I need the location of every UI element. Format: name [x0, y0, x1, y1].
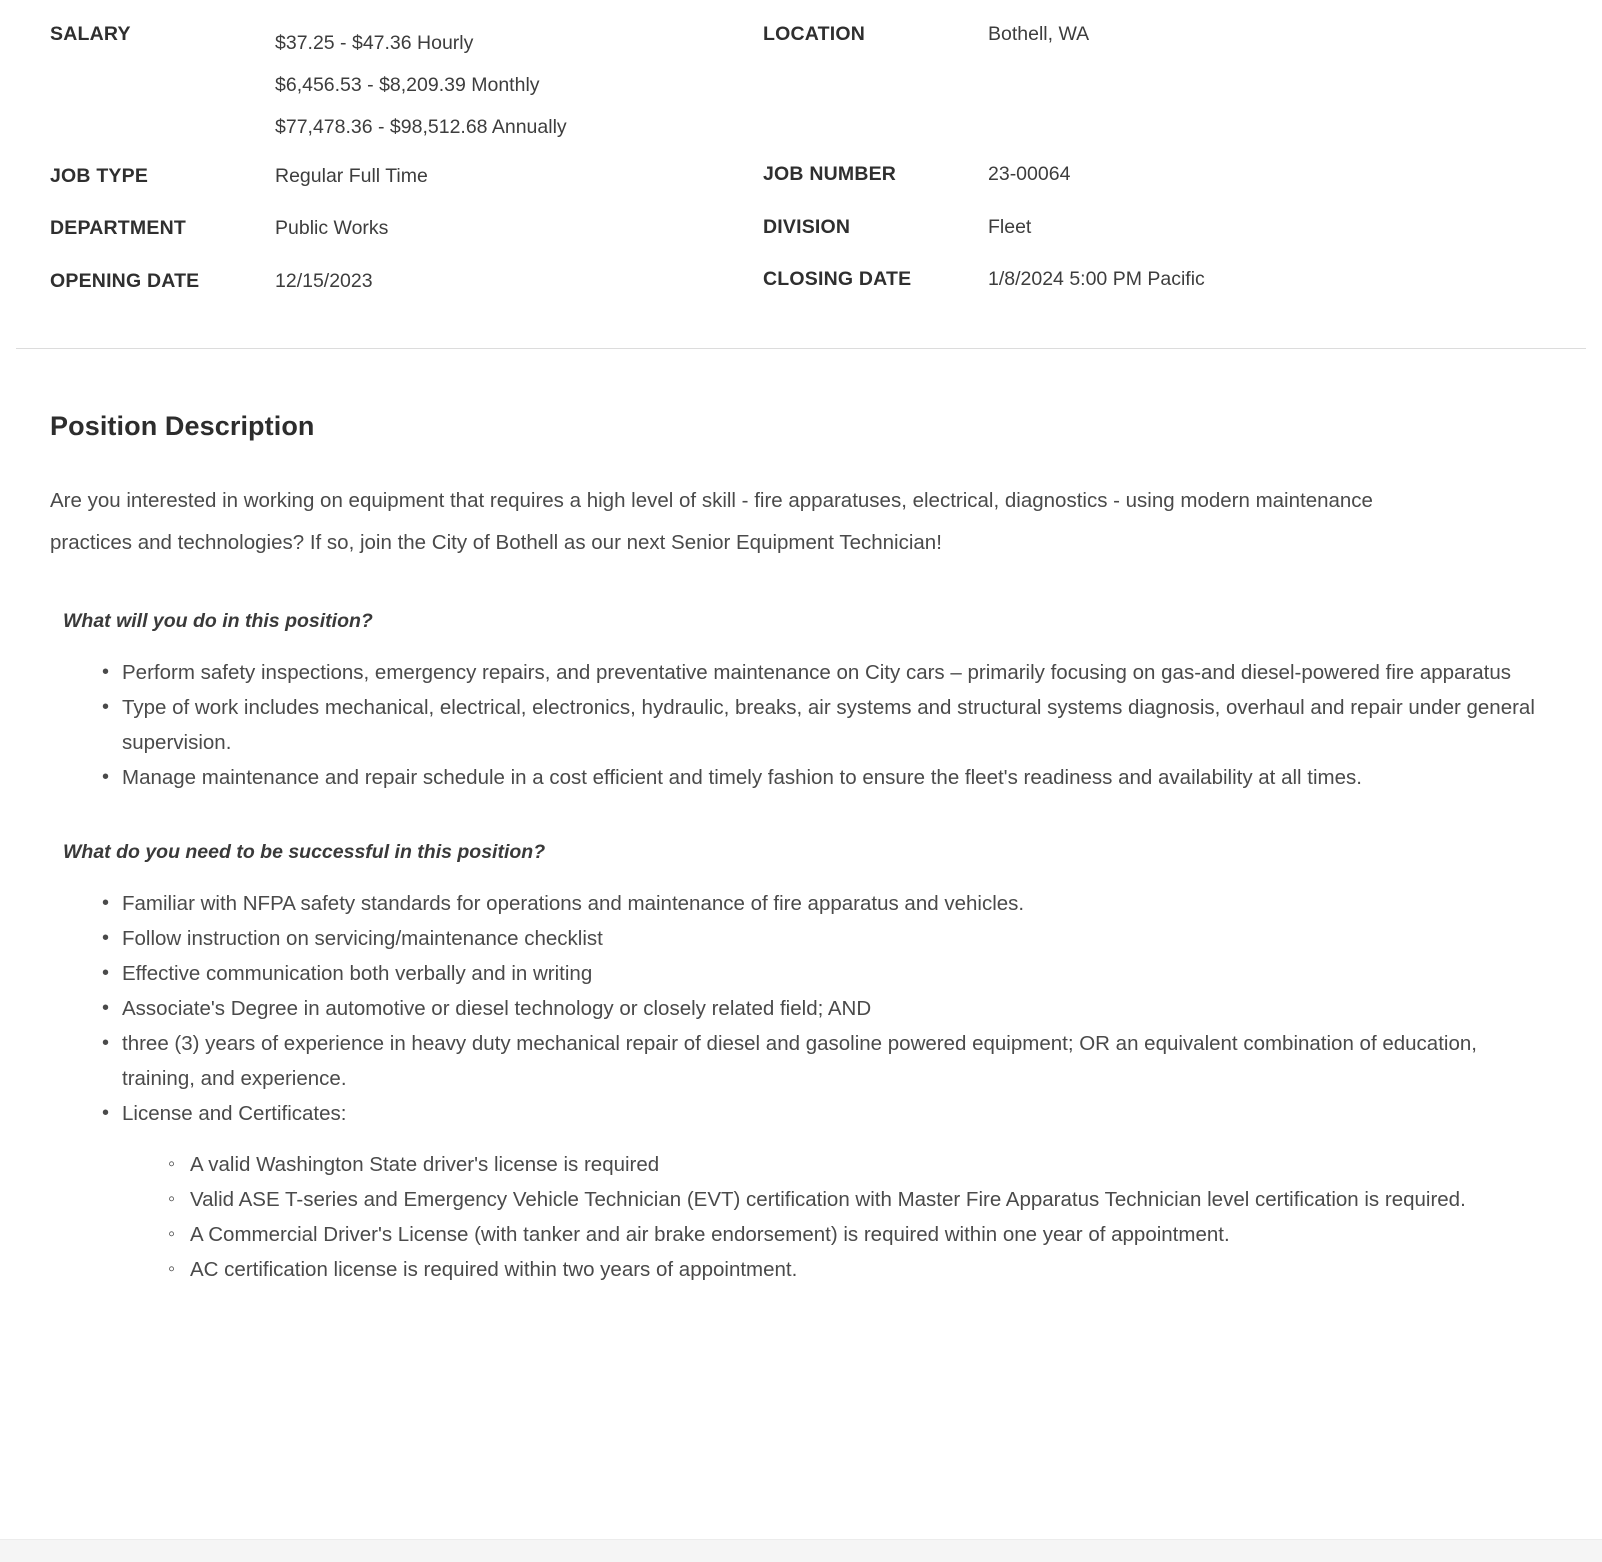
- opening-date-value: 12/15/2023: [275, 269, 373, 292]
- list-item: • Manage maintenance and repair schedule in a cost efficient and timely fashion to ensure the fleet's readiness and availability at all times.: [50, 760, 1552, 795]
- page-bottom-band: [0, 1539, 1602, 1562]
- list-item: • Familiar with NFPA safety standards for operations and maintenance of fire apparatus and vehicles.: [50, 886, 1552, 921]
- requirements-list: [50, 886, 1552, 1131]
- department-value: Public Works: [275, 217, 389, 240]
- job-number-label: JOB NUMBER: [763, 163, 897, 186]
- job-number-value: 23-00064: [988, 163, 1071, 186]
- salary-monthly: $6,456.53 - $8,209.39 Monthly: [275, 74, 540, 96]
- job-meta-row-salary: [50, 22, 763, 148]
- job-meta-row-job-number: [763, 162, 1205, 186]
- job-meta-row-opening-date: [50, 269, 763, 293]
- job-meta-row-division: [763, 215, 1205, 239]
- location-value: Bothell, WA: [988, 23, 1090, 45]
- position-intro-paragraph: Are you interested in working on equipment that requires a high level of skill - fire apparatuses, electrical, diagnostics - using modern maintenance practices and technologies? If so, join the City of Bothell as our next Senior Equipment Technician!: [50, 489, 1373, 555]
- opening-date-label: OPENING DATE: [50, 269, 200, 292]
- list-item: • License and Certificates:: [50, 1096, 1552, 1131]
- salary-value: [275, 22, 763, 148]
- salary-annually: $77,478.36 - $98,512.68 Annually: [275, 116, 567, 138]
- salary-label: SALARY: [50, 23, 131, 45]
- job-meta-row-location: [763, 22, 1205, 46]
- job-meta-row-job-type: [50, 164, 763, 188]
- list-item: ◦ A Commercial Driver's License (with tanker and air brake endorsement) is required within one year of appointment.: [50, 1217, 1552, 1252]
- job-type-value: Regular Full Time: [275, 165, 428, 187]
- list-item: • Associate's Degree in automotive or diesel technology or closely related field; AND: [50, 991, 1552, 1026]
- job-summary-right-column: [763, 0, 1205, 293]
- section-divider: [16, 348, 1586, 349]
- salary-hourly: $37.25 - $47.36 Hourly: [275, 32, 474, 54]
- list-item: ◦ AC certification license is required within two years of appointment.: [50, 1252, 1552, 1287]
- job-meta-row-closing-date: [763, 267, 1205, 291]
- job-type-label: JOB TYPE: [50, 165, 149, 187]
- list-item: • Effective communication both verbally and in writing: [50, 956, 1552, 991]
- list-item: • Type of work includes mechanical, electrical, electronics, hydraulic, breaks, air systems and structural systems diagnosis, overhaul and repair under general supervision.: [50, 690, 1552, 760]
- position-description-section: [0, 411, 1602, 1287]
- closing-date-label: CLOSING DATE: [763, 268, 912, 291]
- division-label: DIVISION: [763, 215, 851, 238]
- list-item: • Perform safety inspections, emergency repairs, and preventative maintenance on City cars – primarily focusing on gas-and diesel-powered fire apparatus: [50, 655, 1552, 690]
- list-item: ◦ Valid ASE T-series and Emergency Vehicle Technician (EVT) certification with Master Fire Apparatus Technician level certification is required.: [50, 1182, 1552, 1217]
- duties-heading: What will you do in this position?: [63, 610, 373, 633]
- division-value: Fleet: [988, 215, 1032, 238]
- department-label: DEPARTMENT: [50, 217, 186, 240]
- page-title: Position Description: [50, 411, 315, 442]
- requirements-heading: What do you need to be successful in this position?: [63, 841, 546, 864]
- job-meta-row-department: [50, 216, 763, 240]
- location-label: LOCATION: [763, 23, 865, 45]
- job-summary-left-column: [0, 0, 763, 293]
- duties-list: [50, 655, 1552, 795]
- list-item: • Follow instruction on servicing/maintenance checklist: [50, 921, 1552, 956]
- list-item: ◦ A valid Washington State driver's license is required: [50, 1147, 1552, 1182]
- closing-date-value: 1/8/2024 5:00 PM Pacific: [988, 268, 1205, 291]
- licenses-list: [50, 1147, 1552, 1287]
- job-summary-table: [0, 0, 1602, 293]
- list-item: • three (3) years of experience in heavy duty mechanical repair of diesel and gasoline powered equipment; OR an equivalent combination of education, training, and experience.: [50, 1026, 1552, 1096]
